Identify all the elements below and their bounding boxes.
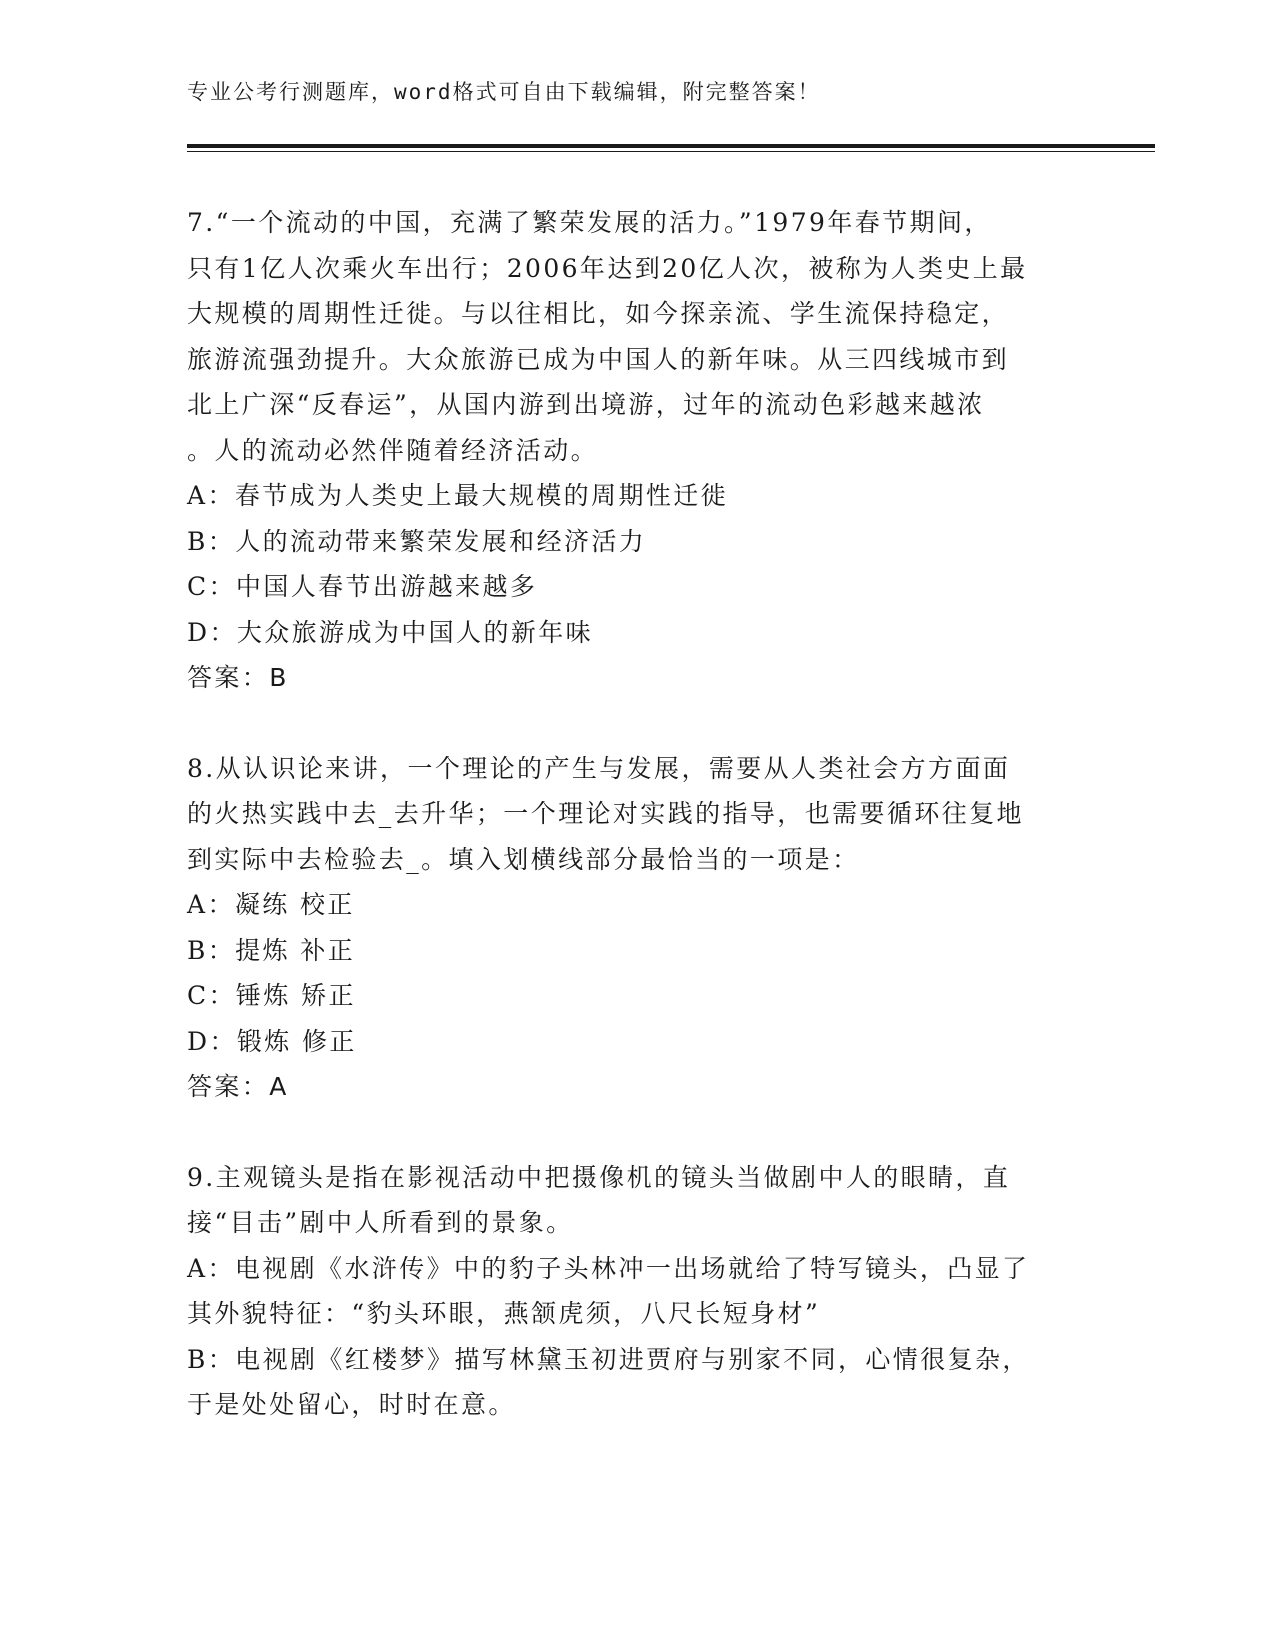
question-line: 旅游流强劲提升。大众旅游已成为中国人的新年味。从三四线城市到: [187, 344, 1010, 374]
option-c: C：锤炼 矫正: [187, 981, 356, 1010]
question-line: 9.主观镜头是指在影视活动中把摄像机的镜头当做剧中人的眼睛，直: [187, 1162, 1011, 1192]
question-line: 大规模的周期性迁徙。与以往相比，如今探亲流、学生流保持稳定，: [187, 299, 1010, 328]
option-b: B：人的流动带来繁荣发展和经济活力: [187, 526, 647, 556]
option-d: D：锻炼 修正: [187, 1026, 357, 1056]
question-gap: [187, 701, 1087, 746]
answer: 答案：A: [187, 1072, 289, 1101]
option-a: A：春节成为人类史上最大规模的周期性迁徙: [187, 481, 729, 510]
question-line: 接“目击”剧中人所看到的景象。: [187, 1208, 574, 1237]
question-line: 7.“一个流动的中国，充满了繁荣发展的活力。”1979年春节期间，: [187, 208, 992, 237]
question-7: [187, 200, 1087, 701]
option-b: B：提炼 补正: [187, 935, 356, 965]
header-divider: [187, 144, 1155, 148]
question-line: 北上广深“反春运”，从国内游到出境游，过年的流动色彩越来越浓: [187, 390, 985, 419]
question-list: [187, 200, 1087, 1428]
question-gap: [187, 1110, 1087, 1155]
question-line: 到实际中去检验去_。填入划横线部分最恰当的一项是：: [187, 844, 860, 874]
question-8: [187, 746, 1087, 1110]
option-b-continued: 于是处处留心，时时在意。: [187, 1390, 516, 1419]
question-line: 的火热实践中去_去升华；一个理论对实践的指导，也需要循环往复地: [187, 799, 1024, 828]
page-header: 专业公考行测题库，word格式可自由下载编辑，附完整答案！: [187, 80, 821, 104]
question-9: [187, 1155, 1087, 1428]
question-line: 只有1亿人次乘火车出行；2006年达到20亿人次，被称为人类史上最: [187, 253, 1028, 283]
option-d: D：大众旅游成为中国人的新年味: [187, 617, 594, 647]
option-a: A：凝练 校正: [187, 890, 355, 919]
answer: 答案：B: [187, 663, 289, 692]
header-divider-thin: [187, 151, 1155, 152]
question-line: 。人的流动必然伴随着经济活动。: [187, 435, 599, 465]
question-line: 8.从认识论来讲，一个理论的产生与发展，需要从人类社会方方面面: [187, 753, 1011, 783]
option-c: C：中国人春节出游越来越多: [187, 572, 538, 601]
option-a-continued: 其外貌特征：“豹头环眼，燕颔虎须，八尺长短身材”: [187, 1299, 821, 1328]
option-b: B：电视剧《红楼梦》描写林黛玉初进贾府与别家不同，心情很复杂，: [187, 1344, 1030, 1374]
option-a: A：电视剧《水浒传》中的豹子头林冲一出场就给了特写镜头，凸显了: [187, 1253, 1030, 1283]
